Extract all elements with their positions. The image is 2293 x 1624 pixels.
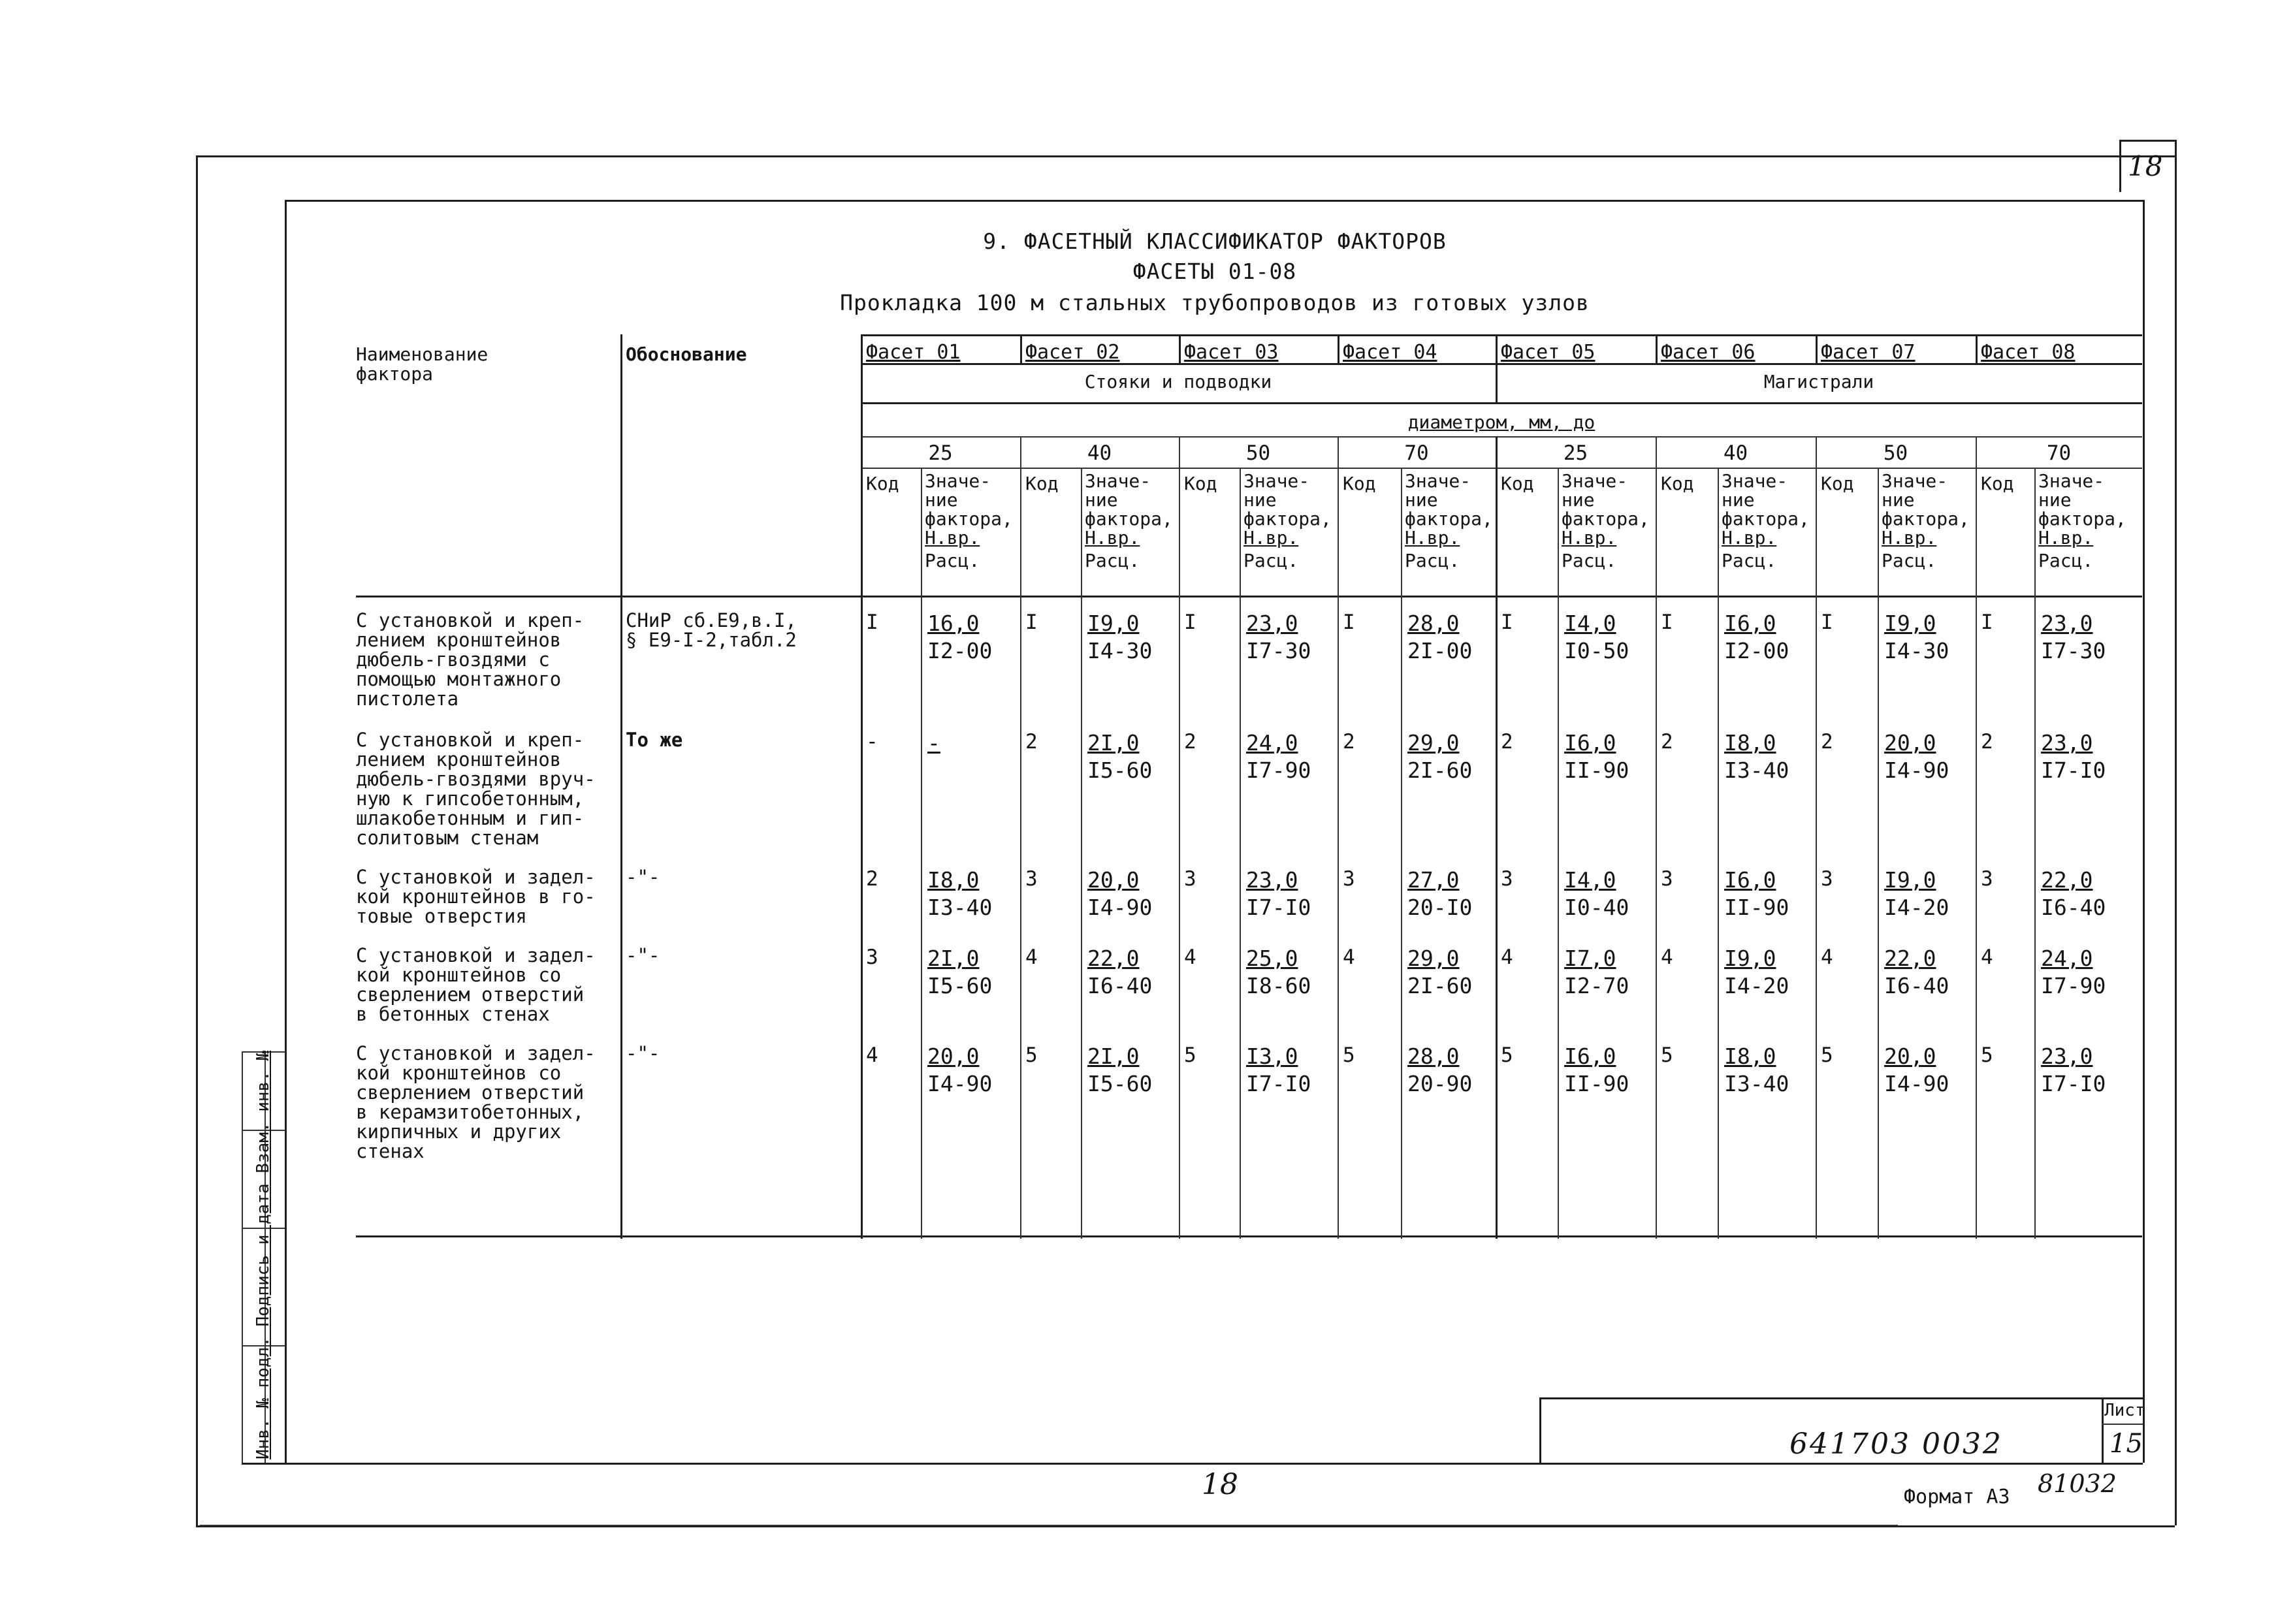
sheet-label: Лист [2104, 1401, 2145, 1420]
cell-price: I4-30 [1884, 638, 1949, 663]
value-header-unit: Н.вр. [1243, 527, 1299, 549]
cell-code: 5 [1343, 1043, 1355, 1067]
cell-value: 22,0 [1884, 946, 1936, 971]
cell-code: 2 [1821, 730, 1833, 754]
cell-value: I3,0 [1246, 1043, 1298, 1069]
facet-07-label: Фасет 07 [1821, 341, 1916, 364]
cell-code: 3 [1661, 867, 1673, 891]
header-factor-name: Наименование фактора [356, 343, 489, 385]
value-header-unit: Н.вр. [1085, 527, 1140, 549]
cell-code: 3 [1184, 867, 1196, 891]
cell-value: I6,0 [1724, 611, 1776, 636]
cell-value: 20,0 [927, 1043, 980, 1069]
row-basis: -"- [626, 866, 660, 888]
cell-price: 2I-60 [1407, 973, 1473, 998]
diameter-70-a: 70 [1404, 441, 1429, 465]
row-basis: СНиР сб.Е9,в.I, § Е9-I-2,табл.2 [626, 609, 797, 651]
cell-code: 5 [1025, 1043, 1038, 1067]
cell-price: II-90 [1564, 1071, 1629, 1096]
group-risers-label: Стояки и подводки [1084, 371, 1272, 392]
sheet-number: 15 [2109, 1429, 2143, 1459]
row-basis: То же [626, 729, 683, 751]
row-factor-name: С установкой и задел- кой кронштейнов со сверлением отверстий в бетонных стенах [356, 944, 596, 1025]
cell-code: 2 [1661, 730, 1673, 754]
cell-value: I8,0 [927, 867, 980, 893]
cell-code: 4 [1025, 946, 1038, 969]
value-header-unit: Н.вр. [2038, 527, 2094, 549]
cell-code: 4 [1501, 946, 1513, 969]
row-factor-name: С установкой и креп- лением кронштейнов дюбель-гвоздями с помощью монтажного пистолета [356, 609, 585, 710]
value-header [1085, 471, 1173, 570]
cell-price: 2I-60 [1407, 757, 1473, 783]
cell-value: I9,0 [1884, 611, 1936, 636]
cell-value: 27,0 [1407, 867, 1460, 893]
value-header-label: Значе- ние фактора, [1722, 470, 1810, 530]
cell-code: 4 [866, 1043, 878, 1067]
cell-code: I [1343, 611, 1355, 634]
diameter-40-b: 40 [1723, 441, 1748, 465]
value-header [1405, 471, 1493, 570]
value-header-price: Расц. [925, 550, 980, 571]
cell-price: I7-30 [2041, 638, 2106, 663]
bottom-page-number: 18 [1202, 1468, 1238, 1501]
code-header: Код [1821, 473, 1854, 494]
cell-value: 22,0 [2041, 867, 2093, 893]
cell-code: 2 [1025, 730, 1038, 754]
cell-price: I3-40 [927, 895, 993, 920]
facet-03-label: Фасет 03 [1184, 341, 1279, 364]
cell-code: I [1661, 611, 1673, 634]
cell-value: 29,0 [1407, 730, 1460, 756]
cell-code: 2 [1343, 730, 1355, 754]
cell-code: 3 [1025, 867, 1038, 891]
cell-value: 2I,0 [1087, 1043, 1140, 1069]
code-header: Код [1661, 473, 1694, 494]
value-header-unit: Н.вр. [1405, 527, 1460, 549]
cell-price: II-90 [1724, 895, 1789, 920]
value-header-label: Значе- ние фактора, [925, 470, 1013, 530]
cell-value: I9,0 [1087, 611, 1140, 636]
page-subtitle: ФАСЕТЫ 01-08 [1132, 259, 1297, 284]
diameter-50-a: 50 [1245, 441, 1271, 465]
value-header-label: Значе- ние фактора, [1085, 470, 1173, 530]
facet-08-label: Фасет 08 [1981, 341, 2076, 364]
value-header-price: Расц. [2038, 550, 2094, 571]
value-header [1882, 471, 1970, 570]
cell-price: I3-40 [1724, 1071, 1789, 1096]
cell-value: 23,0 [1246, 611, 1298, 636]
code-header: Код [866, 473, 899, 494]
facet-01-label: Фасет 01 [866, 341, 961, 364]
cell-value: 24,0 [1246, 730, 1298, 756]
diameter-25-b: 25 [1563, 441, 1588, 465]
diameter-label: диаметром, мм, до [1407, 411, 1595, 433]
cell-code: 5 [1501, 1043, 1513, 1067]
cell-value: 20,0 [1087, 867, 1140, 893]
value-header [1243, 471, 1332, 570]
value-header-price: Расц. [1882, 550, 1937, 571]
cell-code: I [1025, 611, 1038, 634]
cell-value: I6,0 [1564, 730, 1616, 756]
cell-value: I7,0 [1564, 946, 1616, 971]
row-basis: -"- [626, 1042, 660, 1064]
cell-price: I5-60 [927, 973, 993, 998]
cell-price: I7-I0 [1246, 1071, 1311, 1096]
cell-value: 28,0 [1407, 1043, 1460, 1069]
cell-code: 5 [1821, 1043, 1833, 1067]
value-header [1722, 471, 1810, 570]
cell-value: 2I,0 [927, 946, 980, 971]
value-header-label: Значе- ние фактора, [1562, 470, 1650, 530]
value-header-unit: Н.вр. [925, 527, 980, 549]
cell-price: I2-00 [927, 638, 993, 663]
cell-code: 3 [1501, 867, 1513, 891]
cell-code: 5 [1661, 1043, 1673, 1067]
header-justification: Обоснование [626, 343, 747, 365]
value-header-label: Значе- ние фактора, [1882, 470, 1970, 530]
cell-code: 4 [1821, 946, 1833, 969]
cell-value: I8,0 [1724, 730, 1776, 756]
value-header [2038, 471, 2126, 570]
cell-price: 20-90 [1407, 1071, 1473, 1096]
cell-code: 4 [1184, 946, 1196, 969]
cell-value: I9,0 [1884, 867, 1936, 893]
cell-code: 2 [1501, 730, 1513, 754]
value-header-price: Расц. [1405, 550, 1460, 571]
cell-code: 2 [1184, 730, 1196, 754]
cell-value: 28,0 [1407, 611, 1460, 636]
value-header-unit: Н.вр. [1722, 527, 1777, 549]
format-label: Формат А3 [1904, 1486, 2010, 1508]
cell-value: 23,0 [1246, 867, 1298, 893]
value-header [925, 471, 1013, 570]
code-header: Код [1501, 473, 1534, 494]
cell-code: I [866, 611, 878, 634]
page-title: 9. ФАСЕТНЫЙ КЛАССИФИКАТОР ФАКТОРОВ [983, 229, 1447, 254]
cell-price: I6-40 [2041, 895, 2106, 920]
handwritten-code: 81032 [2038, 1469, 2117, 1498]
cell-value: 25,0 [1246, 946, 1298, 971]
cell-price: I4-30 [1087, 638, 1153, 663]
cell-value: 29,0 [1407, 946, 1460, 971]
cell-price: I6-40 [1087, 973, 1153, 998]
cell-value: 23,0 [2041, 611, 2093, 636]
side-strip-label: Инв. № подл. Подпись и дата Взам. инв. № [253, 1050, 273, 1459]
cell-value: 20,0 [1884, 730, 1936, 756]
cell-code: 5 [1981, 1043, 1993, 1067]
value-header-label: Значе- ние фактора, [1405, 470, 1493, 530]
value-header-price: Расц. [1562, 550, 1617, 571]
row-factor-name: С установкой и креп- лением кронштейнов дюбель-гвоздями вруч- ную к гипсобетонным, шлакобетонным и гип- солитовым стенам [356, 729, 596, 849]
value-header-price: Расц. [1722, 550, 1777, 571]
value-header-unit: Н.вр. [1882, 527, 1937, 549]
cell-price: I7-90 [2041, 973, 2106, 998]
code-header: Код [1184, 473, 1217, 494]
value-header-label: Значе- ние фактора, [1243, 470, 1332, 530]
cell-value: 23,0 [2041, 730, 2093, 756]
cell-price: I6-40 [1884, 973, 1949, 998]
cell-code: 2 [866, 867, 878, 891]
corner-page-number: 18 [2128, 150, 2163, 182]
cell-price: I2-00 [1724, 638, 1789, 663]
facet-06-label: Фасет 06 [1661, 341, 1756, 364]
cell-code: 4 [1981, 946, 1993, 969]
cell-price: I4-90 [1087, 895, 1153, 920]
cell-value: I4,0 [1564, 867, 1616, 893]
row-basis: -"- [626, 944, 660, 966]
cell-code: 3 [1981, 867, 1993, 891]
cell-code: 2 [1981, 730, 1993, 754]
row-factor-name: С установкой и задел- кой кронштейнов в го- товые отверстия [356, 866, 596, 927]
cell-price: I5-60 [1087, 1071, 1153, 1096]
cell-price: I0-40 [1564, 895, 1629, 920]
code-header: Код [1981, 473, 2014, 494]
cell-price: I2-70 [1564, 973, 1629, 998]
row-factor-name: С установкой и задел- кой кронштейнов со сверлением отверстий в керамзитобетонных, кирпичных и других стенах [356, 1042, 596, 1162]
cell-value: I6,0 [1724, 867, 1776, 893]
group-mains-label: Магистрали [1763, 371, 1874, 392]
cell-price: I7-I0 [1246, 895, 1311, 920]
cell-price: I3-40 [1724, 757, 1789, 783]
value-header-label: Значе- ние фактора, [2038, 470, 2126, 530]
code-header: Код [1343, 473, 1376, 494]
cell-price: II-90 [1564, 757, 1629, 783]
diameter-50-b: 50 [1883, 441, 1908, 465]
code-header: Код [1025, 473, 1059, 494]
cell-code: I [1501, 611, 1513, 634]
page-caption: Прокладка 100 м стальных трубопроводов из готовых узлов [840, 290, 1590, 315]
cell-price: I7-I0 [2041, 1071, 2106, 1096]
cell-value: I9,0 [1724, 946, 1776, 971]
cell-value: I4,0 [1564, 611, 1616, 636]
cell-code: 3 [866, 946, 878, 969]
cell-price: I4-90 [1884, 757, 1949, 783]
diameter-40-a: 40 [1087, 441, 1112, 465]
facet-02-label: Фасет 02 [1025, 341, 1120, 364]
cell-price: I4-90 [927, 1071, 993, 1096]
cell-price: I4-20 [1884, 895, 1949, 920]
cell-value: 24,0 [2041, 946, 2093, 971]
diameter-25-a: 25 [928, 441, 953, 465]
cell-price: 2I-00 [1407, 638, 1473, 663]
cell-code: 4 [1661, 946, 1673, 969]
cell-price: 20-I0 [1407, 895, 1473, 920]
cell-code: 5 [1184, 1043, 1196, 1067]
facet-04-label: Фасет 04 [1343, 341, 1437, 364]
cell-price: I7-30 [1246, 638, 1311, 663]
cell-price: I4-20 [1724, 973, 1789, 998]
cell-price: I0-50 [1564, 638, 1629, 663]
cell-code: 3 [1821, 867, 1833, 891]
value-header-unit: Н.вр. [1562, 527, 1617, 549]
value-header [1562, 471, 1650, 570]
value-header-price: Расц. [1243, 550, 1299, 571]
cell-value: I8,0 [1724, 1043, 1776, 1069]
cell-value: 2I,0 [1087, 730, 1140, 756]
cell-value: I6,0 [1564, 1043, 1616, 1069]
cell-code: I [1821, 611, 1833, 634]
cell-price: I7-I0 [2041, 757, 2106, 783]
facet-05-label: Фасет 05 [1501, 341, 1595, 364]
cell-value: 22,0 [1087, 946, 1140, 971]
cell-code: - [866, 730, 878, 754]
cell-code: I [1981, 611, 1993, 634]
document-number: 641703 0032 [1789, 1427, 2003, 1461]
value-header-price: Расц. [1085, 550, 1140, 571]
cell-price: I8-60 [1246, 973, 1311, 998]
cell-value: 20,0 [1884, 1043, 1936, 1069]
cell-value: - [927, 730, 940, 756]
cell-value: 16,0 [927, 611, 980, 636]
cell-code: 3 [1343, 867, 1355, 891]
cell-price: I4-90 [1884, 1071, 1949, 1096]
cell-price: I7-90 [1246, 757, 1311, 783]
cell-code: I [1184, 611, 1196, 634]
cell-price: I5-60 [1087, 757, 1153, 783]
diameter-70-b: 70 [2046, 441, 2072, 465]
cell-code: 4 [1343, 946, 1355, 969]
cell-value: 23,0 [2041, 1043, 2093, 1069]
